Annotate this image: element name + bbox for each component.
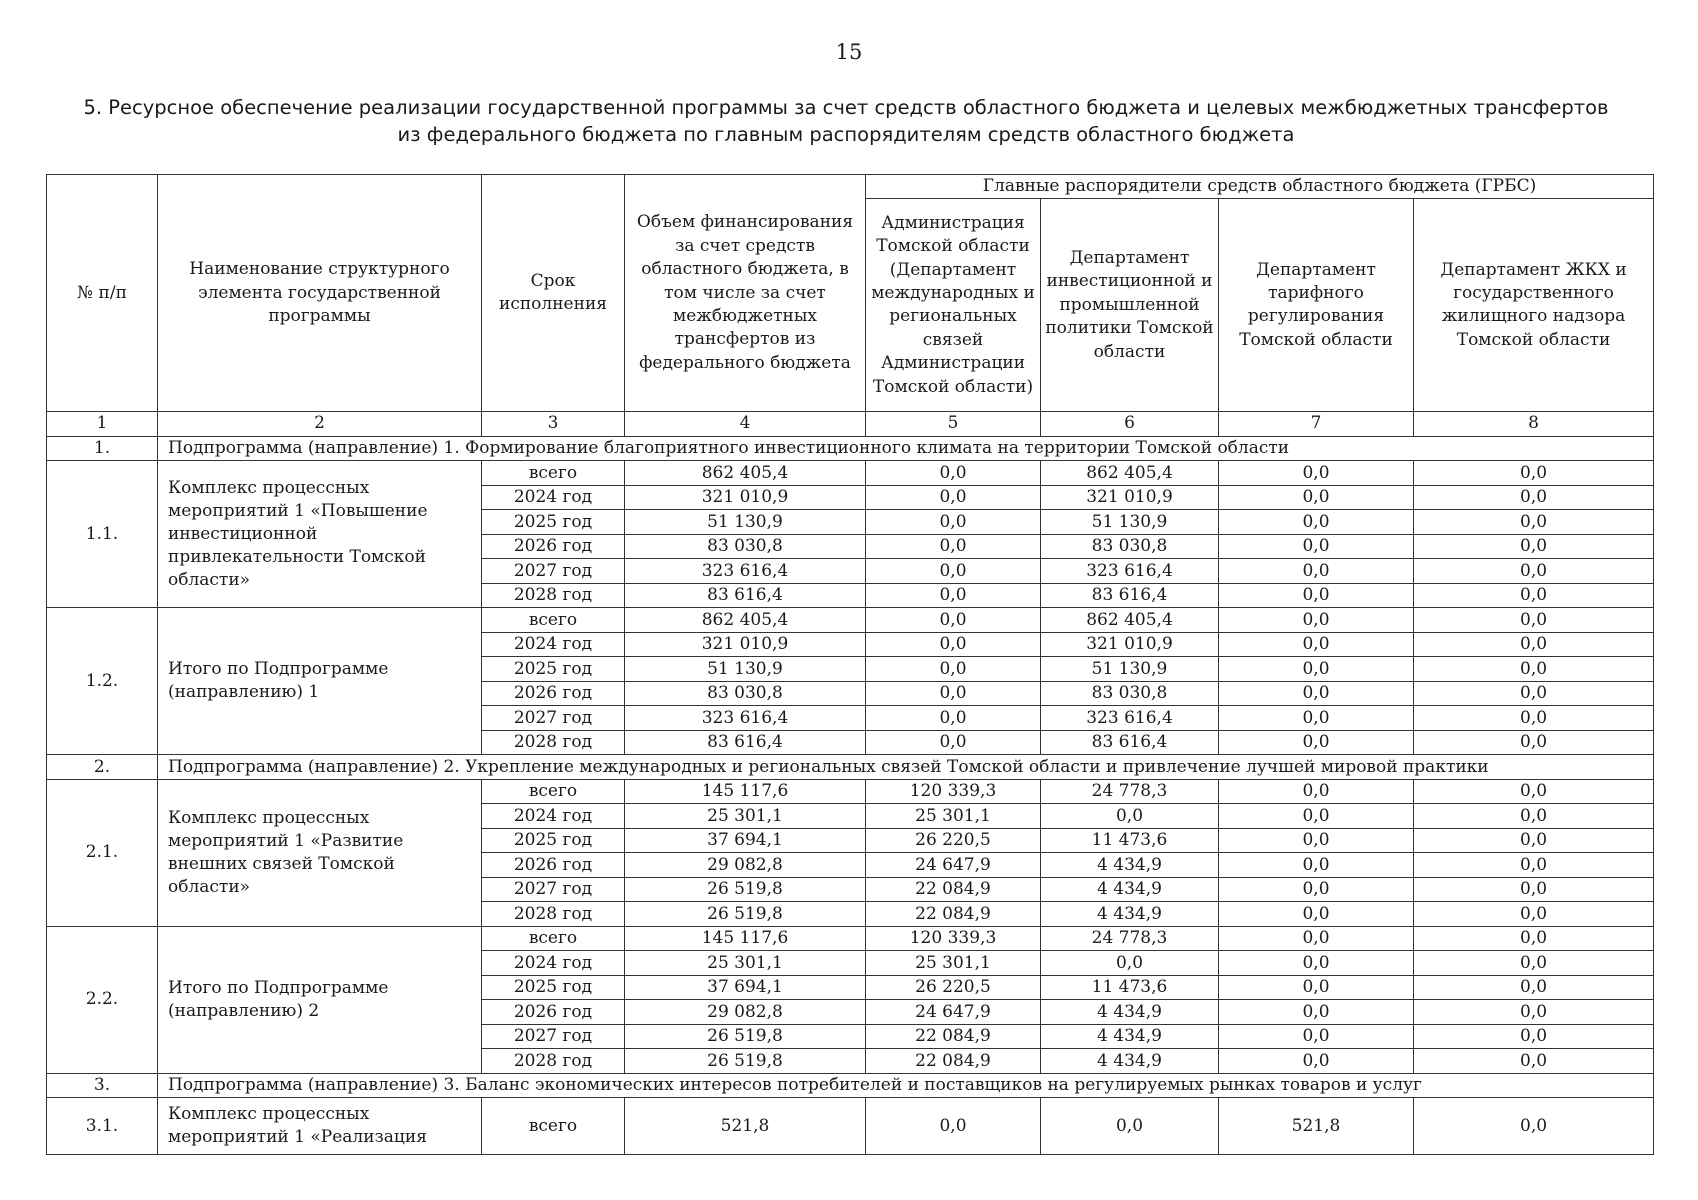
value-cell: 0,0 <box>1414 681 1654 706</box>
value-cell: 521,8 <box>1219 1098 1414 1155</box>
page-title <box>46 94 1646 148</box>
value-cell: 26 519,8 <box>625 1049 866 1074</box>
col-number: 4 <box>625 412 866 437</box>
period-cell: 2027 год <box>482 1024 625 1049</box>
value-cell: 323 616,4 <box>1041 706 1219 731</box>
value-cell: 51 130,9 <box>1041 510 1219 535</box>
section-row <box>47 1073 1654 1098</box>
period-cell: 2028 год <box>482 902 625 927</box>
section-name: Подпрограмма (направление) 1. Формирование благоприятного инвестиционного климата на территории Томской области <box>158 436 1654 461</box>
value-cell: 29 082,8 <box>625 853 866 878</box>
value-cell: 0,0 <box>866 657 1041 682</box>
value-cell: 120 339,3 <box>866 926 1041 951</box>
item-number: 2.1. <box>47 779 158 926</box>
table-row <box>47 461 1654 486</box>
header-num: № п/п <box>47 175 158 412</box>
value-cell: 0,0 <box>1414 804 1654 829</box>
period-cell: 2024 год <box>482 951 625 976</box>
value-cell: 83 616,4 <box>625 730 866 755</box>
value-cell: 83 030,8 <box>1041 534 1219 559</box>
value-cell: 11 473,6 <box>1041 975 1219 1000</box>
value-cell: 0,0 <box>1219 730 1414 755</box>
value-cell: 0,0 <box>1414 1000 1654 1025</box>
period-cell: всего <box>482 1098 625 1155</box>
value-cell: 0,0 <box>1219 510 1414 535</box>
value-cell: 321 010,9 <box>625 485 866 510</box>
value-cell: 83 030,8 <box>625 681 866 706</box>
value-cell: 0,0 <box>866 730 1041 755</box>
item-number: 1.2. <box>47 608 158 755</box>
value-cell: 0,0 <box>1414 657 1654 682</box>
value-cell: 0,0 <box>1219 1049 1414 1074</box>
item-number: 3.1. <box>47 1098 158 1155</box>
value-cell: 25 301,1 <box>866 951 1041 976</box>
value-cell: 862 405,4 <box>625 461 866 486</box>
value-cell: 0,0 <box>1414 706 1654 731</box>
period-cell: всего <box>482 461 625 486</box>
value-cell: 0,0 <box>866 461 1041 486</box>
value-cell: 0,0 <box>1414 902 1654 927</box>
item-number: 2.2. <box>47 926 158 1073</box>
value-cell: 0,0 <box>1414 975 1654 1000</box>
value-cell: 0,0 <box>1414 779 1654 804</box>
value-cell: 0,0 <box>1219 1000 1414 1025</box>
value-cell: 323 616,4 <box>625 559 866 584</box>
col-number: 8 <box>1414 412 1654 437</box>
value-cell: 0,0 <box>1041 951 1219 976</box>
period-cell: 2026 год <box>482 534 625 559</box>
value-cell: 0,0 <box>1219 632 1414 657</box>
value-cell: 0,0 <box>1219 951 1414 976</box>
section-name: Подпрограмма (направление) 3. Баланс экономических интересов потребителей и поставщиков на регулируемых рынках товаров и услуг <box>158 1073 1654 1098</box>
title-line-1: 5. Ресурсное обеспечение реализации государственной программы за счет средств областного бюджета и целевых межбюджетных трансфертов <box>83 96 1609 119</box>
col-number: 3 <box>482 412 625 437</box>
col-number: 5 <box>866 412 1041 437</box>
period-cell: 2028 год <box>482 1049 625 1074</box>
value-cell: 0,0 <box>1219 853 1414 878</box>
header-term: Срок исполнения <box>482 175 625 412</box>
page-number: 15 <box>835 40 863 64</box>
value-cell: 0,0 <box>866 485 1041 510</box>
period-cell: 2028 год <box>482 583 625 608</box>
value-cell: 4 434,9 <box>1041 1049 1219 1074</box>
section-name: Подпрограмма (направление) 2. Укрепление международных и региональных связей Томской области и привлечение лучшей мировой практики <box>158 755 1654 780</box>
value-cell: 862 405,4 <box>625 608 866 633</box>
resource-table <box>46 174 1654 1155</box>
value-cell: 0,0 <box>1219 657 1414 682</box>
section-row <box>47 436 1654 461</box>
value-cell: 321 010,9 <box>625 632 866 657</box>
value-cell: 0,0 <box>1041 1098 1219 1155</box>
value-cell: 22 084,9 <box>866 902 1041 927</box>
value-cell: 25 301,1 <box>866 804 1041 829</box>
period-cell: 2027 год <box>482 877 625 902</box>
value-cell: 0,0 <box>1414 461 1654 486</box>
value-cell: 521,8 <box>625 1098 866 1155</box>
period-cell: всего <box>482 608 625 633</box>
value-cell: 0,0 <box>1414 1098 1654 1155</box>
value-cell: 51 130,9 <box>625 657 866 682</box>
item-name: Комплекс процессных мероприятий 1 «Реализация <box>158 1098 482 1155</box>
value-cell: 83 616,4 <box>1041 730 1219 755</box>
period-cell: 2026 год <box>482 1000 625 1025</box>
value-cell: 0,0 <box>1219 877 1414 902</box>
value-cell: 4 434,9 <box>1041 1000 1219 1025</box>
period-cell: 2025 год <box>482 975 625 1000</box>
value-cell: 51 130,9 <box>1041 657 1219 682</box>
value-cell: 25 301,1 <box>625 951 866 976</box>
col-number: 1 <box>47 412 158 437</box>
value-cell: 0,0 <box>866 681 1041 706</box>
value-cell: 4 434,9 <box>1041 902 1219 927</box>
value-cell: 862 405,4 <box>1041 461 1219 486</box>
table-row <box>47 608 1654 633</box>
header-grbs-group: Главные распорядители средств областного бюджета (ГРБС) <box>866 175 1654 199</box>
value-cell: 0,0 <box>1219 779 1414 804</box>
value-cell: 0,0 <box>1219 461 1414 486</box>
value-cell: 83 030,8 <box>1041 681 1219 706</box>
period-cell: 2025 год <box>482 828 625 853</box>
value-cell: 0,0 <box>1219 926 1414 951</box>
value-cell: 0,0 <box>1414 485 1654 510</box>
value-cell: 4 434,9 <box>1041 877 1219 902</box>
value-cell: 0,0 <box>1219 583 1414 608</box>
value-cell: 22 084,9 <box>866 1049 1041 1074</box>
value-cell: 0,0 <box>866 632 1041 657</box>
value-cell: 0,0 <box>1219 1024 1414 1049</box>
value-cell: 145 117,6 <box>625 779 866 804</box>
value-cell: 83 030,8 <box>625 534 866 559</box>
value-cell: 0,0 <box>1219 706 1414 731</box>
value-cell: 22 084,9 <box>866 1024 1041 1049</box>
value-cell: 0,0 <box>1414 559 1654 584</box>
value-cell: 0,0 <box>1219 534 1414 559</box>
value-cell: 0,0 <box>1414 510 1654 535</box>
value-cell: 0,0 <box>866 559 1041 584</box>
value-cell: 0,0 <box>866 510 1041 535</box>
header-name: Наименование структурного элемента государственной программы <box>158 175 482 412</box>
section-number: 2. <box>47 755 158 780</box>
value-cell: 24 778,3 <box>1041 779 1219 804</box>
col-number: 7 <box>1219 412 1414 437</box>
value-cell: 0,0 <box>1414 951 1654 976</box>
table-row <box>47 779 1654 804</box>
value-cell: 321 010,9 <box>1041 632 1219 657</box>
value-cell: 0,0 <box>1414 534 1654 559</box>
value-cell: 0,0 <box>1219 804 1414 829</box>
value-cell: 0,0 <box>1219 975 1414 1000</box>
value-cell: 24 778,3 <box>1041 926 1219 951</box>
section-row <box>47 755 1654 780</box>
value-cell: 24 647,9 <box>866 1000 1041 1025</box>
value-cell: 29 082,8 <box>625 1000 866 1025</box>
period-cell: 2027 год <box>482 706 625 731</box>
value-cell: 0,0 <box>1414 608 1654 633</box>
value-cell: 323 616,4 <box>1041 559 1219 584</box>
value-cell: 37 694,1 <box>625 828 866 853</box>
period-cell: 2027 год <box>482 559 625 584</box>
header-col6: Департамент инвестиционной и промышленной политики Томской области <box>1041 199 1219 412</box>
value-cell: 0,0 <box>866 1098 1041 1155</box>
value-cell: 0,0 <box>1414 877 1654 902</box>
table-row <box>47 1098 1654 1155</box>
period-cell: 2024 год <box>482 804 625 829</box>
value-cell: 22 084,9 <box>866 877 1041 902</box>
value-cell: 862 405,4 <box>1041 608 1219 633</box>
item-number: 1.1. <box>47 461 158 608</box>
value-cell: 0,0 <box>866 583 1041 608</box>
value-cell: 0,0 <box>1219 608 1414 633</box>
value-cell: 0,0 <box>1219 485 1414 510</box>
col-number: 2 <box>158 412 482 437</box>
value-cell: 0,0 <box>866 706 1041 731</box>
value-cell: 4 434,9 <box>1041 853 1219 878</box>
value-cell: 0,0 <box>1414 853 1654 878</box>
value-cell: 25 301,1 <box>625 804 866 829</box>
header-volume: Объем финансирования за счет средств областного бюджета, в том числе за счет межбюджетных трансфертов из федерального бюджета <box>625 175 866 412</box>
value-cell: 0,0 <box>1414 1049 1654 1074</box>
value-cell: 0,0 <box>866 534 1041 559</box>
value-cell: 323 616,4 <box>625 706 866 731</box>
value-cell: 0,0 <box>1041 804 1219 829</box>
period-cell: 2026 год <box>482 681 625 706</box>
value-cell: 0,0 <box>1414 730 1654 755</box>
value-cell: 0,0 <box>1219 559 1414 584</box>
value-cell: 11 473,6 <box>1041 828 1219 853</box>
value-cell: 24 647,9 <box>866 853 1041 878</box>
value-cell: 51 130,9 <box>625 510 866 535</box>
value-cell: 26 519,8 <box>625 902 866 927</box>
value-cell: 0,0 <box>1414 1024 1654 1049</box>
title-line-2: из федерального бюджета по главным распорядителям средств областного бюджета <box>397 123 1295 146</box>
period-cell: 2025 год <box>482 657 625 682</box>
item-name: Комплекс процессных мероприятий 1 «Повышение инвестиционной привлекательности Томской области» <box>158 461 482 608</box>
header-col5: Администрация Томской области (Департамент международных и региональных связей Администрации Томской области) <box>866 199 1041 412</box>
table-row <box>47 926 1654 951</box>
value-cell: 0,0 <box>1414 583 1654 608</box>
value-cell: 26 220,5 <box>866 828 1041 853</box>
value-cell: 26 519,8 <box>625 1024 866 1049</box>
value-cell: 37 694,1 <box>625 975 866 1000</box>
period-cell: 2025 год <box>482 510 625 535</box>
period-cell: 2028 год <box>482 730 625 755</box>
table-header <box>47 175 1654 437</box>
section-number: 1. <box>47 436 158 461</box>
value-cell: 0,0 <box>1219 681 1414 706</box>
period-cell: 2024 год <box>482 485 625 510</box>
col-number: 6 <box>1041 412 1219 437</box>
period-cell: всего <box>482 926 625 951</box>
value-cell: 83 616,4 <box>1041 583 1219 608</box>
value-cell: 0,0 <box>1219 828 1414 853</box>
value-cell: 4 434,9 <box>1041 1024 1219 1049</box>
section-number: 3. <box>47 1073 158 1098</box>
item-name: Итого по Подпрограмме (направлению) 1 <box>158 608 482 755</box>
value-cell: 26 220,5 <box>866 975 1041 1000</box>
value-cell: 0,0 <box>1414 632 1654 657</box>
value-cell: 145 117,6 <box>625 926 866 951</box>
value-cell: 0,0 <box>1414 926 1654 951</box>
value-cell: 0,0 <box>1414 828 1654 853</box>
table-body <box>47 436 1654 1155</box>
header-col8: Департамент ЖКХ и государственного жилищного надзора Томской области <box>1414 199 1654 412</box>
value-cell: 83 616,4 <box>625 583 866 608</box>
column-numbers-row <box>47 412 1654 437</box>
item-name: Итого по Подпрограмме (направлению) 2 <box>158 926 482 1073</box>
period-cell: всего <box>482 779 625 804</box>
value-cell: 0,0 <box>866 608 1041 633</box>
period-cell: 2024 год <box>482 632 625 657</box>
item-name: Комплекс процессных мероприятий 1 «Развитие внешних связей Томской области» <box>158 779 482 926</box>
period-cell: 2026 год <box>482 853 625 878</box>
value-cell: 120 339,3 <box>866 779 1041 804</box>
header-col7: Департамент тарифного регулирования Томской области <box>1219 199 1414 412</box>
value-cell: 26 519,8 <box>625 877 866 902</box>
value-cell: 0,0 <box>1219 902 1414 927</box>
value-cell: 321 010,9 <box>1041 485 1219 510</box>
